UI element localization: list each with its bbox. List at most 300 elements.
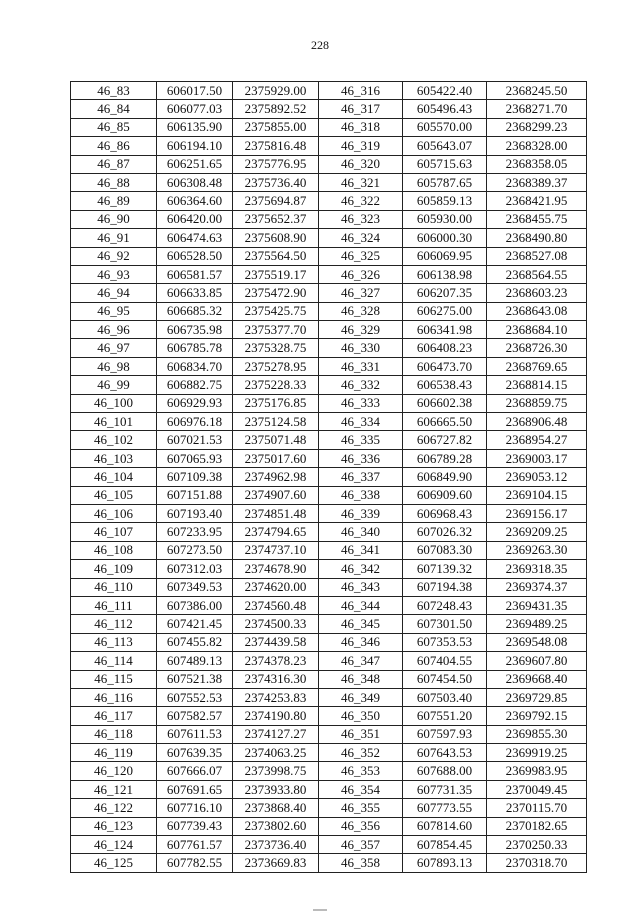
x-coordinate-left-cell: 607349.53 xyxy=(157,578,233,596)
y-coordinate-right-cell: 2368906.48 xyxy=(487,413,587,431)
y-coordinate-right-cell: 2368769.65 xyxy=(487,357,587,375)
x-coordinate-right-cell: 605496.43 xyxy=(403,100,487,118)
point-id-left-cell: 46_123 xyxy=(71,817,157,835)
y-coordinate-left-cell: 2375124.58 xyxy=(233,413,319,431)
point-id-left-cell: 46_84 xyxy=(71,100,157,118)
point-id-right-cell: 46_323 xyxy=(319,210,403,228)
point-id-left-cell: 46_92 xyxy=(71,247,157,265)
x-coordinate-left-cell: 607716.10 xyxy=(157,799,233,817)
y-coordinate-right-cell: 2368271.70 xyxy=(487,100,587,118)
point-id-left-cell: 46_105 xyxy=(71,486,157,504)
point-id-left-cell: 46_101 xyxy=(71,413,157,431)
x-coordinate-right-cell: 606849.90 xyxy=(403,468,487,486)
table-row xyxy=(71,652,587,670)
x-coordinate-right-cell: 607893.13 xyxy=(403,854,487,872)
y-coordinate-right-cell: 2368527.08 xyxy=(487,247,587,265)
x-coordinate-left-cell: 606474.63 xyxy=(157,229,233,247)
point-id-right-cell: 46_318 xyxy=(319,118,403,136)
y-coordinate-right-cell: 2370318.70 xyxy=(487,854,587,872)
point-id-left-cell: 46_113 xyxy=(71,633,157,651)
point-id-right-cell: 46_350 xyxy=(319,707,403,725)
x-coordinate-left-cell: 606308.48 xyxy=(157,173,233,191)
point-id-right-cell: 46_321 xyxy=(319,173,403,191)
x-coordinate-left-cell: 606735.98 xyxy=(157,321,233,339)
table-row xyxy=(71,302,587,320)
x-coordinate-left-cell: 606420.00 xyxy=(157,210,233,228)
x-coordinate-left-cell: 606976.18 xyxy=(157,413,233,431)
x-coordinate-left-cell: 606364.60 xyxy=(157,192,233,210)
y-coordinate-left-cell: 2374907.60 xyxy=(233,486,319,504)
x-coordinate-left-cell: 607109.38 xyxy=(157,468,233,486)
point-id-left-cell: 46_109 xyxy=(71,560,157,578)
y-coordinate-right-cell: 2368684.10 xyxy=(487,321,587,339)
x-coordinate-right-cell: 607731.35 xyxy=(403,780,487,798)
point-id-left-cell: 46_114 xyxy=(71,652,157,670)
table-row xyxy=(71,192,587,210)
x-coordinate-left-cell: 607312.03 xyxy=(157,560,233,578)
point-id-right-cell: 46_353 xyxy=(319,762,403,780)
y-coordinate-right-cell: 2369668.40 xyxy=(487,670,587,688)
table-row xyxy=(71,321,587,339)
point-id-right-cell: 46_337 xyxy=(319,468,403,486)
table-row xyxy=(71,265,587,283)
y-coordinate-right-cell: 2368564.55 xyxy=(487,265,587,283)
x-coordinate-right-cell: 606665.50 xyxy=(403,413,487,431)
table-row xyxy=(71,799,587,817)
table-row xyxy=(71,817,587,835)
point-id-right-cell: 46_345 xyxy=(319,615,403,633)
y-coordinate-right-cell: 2369607.80 xyxy=(487,652,587,670)
y-coordinate-left-cell: 2375425.75 xyxy=(233,302,319,320)
page-number: 228 xyxy=(311,38,329,52)
point-id-left-cell: 46_96 xyxy=(71,321,157,339)
y-coordinate-right-cell: 2369919.25 xyxy=(487,744,587,762)
point-id-left-cell: 46_88 xyxy=(71,173,157,191)
y-coordinate-right-cell: 2370049.45 xyxy=(487,780,587,798)
point-id-right-cell: 46_324 xyxy=(319,229,403,247)
x-coordinate-right-cell: 607503.40 xyxy=(403,688,487,706)
y-coordinate-right-cell: 2369983.95 xyxy=(487,762,587,780)
point-id-right-cell: 46_349 xyxy=(319,688,403,706)
x-coordinate-right-cell: 606789.28 xyxy=(403,449,487,467)
x-coordinate-right-cell: 607597.93 xyxy=(403,725,487,743)
y-coordinate-right-cell: 2368603.23 xyxy=(487,284,587,302)
y-coordinate-left-cell: 2375564.50 xyxy=(233,247,319,265)
table-row xyxy=(71,578,587,596)
table-row xyxy=(71,854,587,872)
point-id-left-cell: 46_121 xyxy=(71,780,157,798)
point-id-right-cell: 46_342 xyxy=(319,560,403,578)
y-coordinate-left-cell: 2375694.87 xyxy=(233,192,319,210)
x-coordinate-right-cell: 606000.30 xyxy=(403,229,487,247)
table-row xyxy=(71,247,587,265)
x-coordinate-left-cell: 606581.57 xyxy=(157,265,233,283)
x-coordinate-right-cell: 606275.00 xyxy=(403,302,487,320)
table-row xyxy=(71,670,587,688)
y-coordinate-right-cell: 2368245.50 xyxy=(487,82,587,100)
x-coordinate-left-cell: 607691.65 xyxy=(157,780,233,798)
table-row xyxy=(71,118,587,136)
x-coordinate-right-cell: 607301.50 xyxy=(403,615,487,633)
y-coordinate-left-cell: 2375519.17 xyxy=(233,265,319,283)
y-coordinate-left-cell: 2375228.33 xyxy=(233,376,319,394)
point-id-left-cell: 46_110 xyxy=(71,578,157,596)
x-coordinate-right-cell: 607551.20 xyxy=(403,707,487,725)
y-coordinate-right-cell: 2368421.95 xyxy=(487,192,587,210)
point-id-left-cell: 46_91 xyxy=(71,229,157,247)
y-coordinate-right-cell: 2369053.12 xyxy=(487,468,587,486)
x-coordinate-left-cell: 606785.78 xyxy=(157,339,233,357)
x-coordinate-right-cell: 606538.43 xyxy=(403,376,487,394)
y-coordinate-left-cell: 2374439.58 xyxy=(233,633,319,651)
y-coordinate-left-cell: 2375472.90 xyxy=(233,284,319,302)
y-coordinate-left-cell: 2375377.70 xyxy=(233,321,319,339)
x-coordinate-left-cell: 606017.50 xyxy=(157,82,233,100)
x-coordinate-right-cell: 606138.98 xyxy=(403,265,487,283)
table-row xyxy=(71,744,587,762)
point-id-right-cell: 46_347 xyxy=(319,652,403,670)
x-coordinate-left-cell: 606929.93 xyxy=(157,394,233,412)
x-coordinate-left-cell: 607782.55 xyxy=(157,854,233,872)
point-id-left-cell: 46_116 xyxy=(71,688,157,706)
x-coordinate-right-cell: 605715.63 xyxy=(403,155,487,173)
y-coordinate-right-cell: 2369104.15 xyxy=(487,486,587,504)
point-id-right-cell: 46_330 xyxy=(319,339,403,357)
y-coordinate-left-cell: 2375017.60 xyxy=(233,449,319,467)
y-coordinate-left-cell: 2373669.83 xyxy=(233,854,319,872)
y-coordinate-right-cell: 2368643.08 xyxy=(487,302,587,320)
point-id-left-cell: 46_119 xyxy=(71,744,157,762)
point-id-left-cell: 46_85 xyxy=(71,118,157,136)
x-coordinate-left-cell: 607489.13 xyxy=(157,652,233,670)
y-coordinate-left-cell: 2375278.95 xyxy=(233,357,319,375)
point-id-right-cell: 46_328 xyxy=(319,302,403,320)
y-coordinate-right-cell: 2368859.75 xyxy=(487,394,587,412)
point-id-left-cell: 46_97 xyxy=(71,339,157,357)
y-coordinate-left-cell: 2374063.25 xyxy=(233,744,319,762)
point-id-right-cell: 46_322 xyxy=(319,192,403,210)
x-coordinate-left-cell: 607065.93 xyxy=(157,449,233,467)
x-coordinate-right-cell: 607404.55 xyxy=(403,652,487,670)
point-id-left-cell: 46_83 xyxy=(71,82,157,100)
point-id-left-cell: 46_86 xyxy=(71,137,157,155)
point-id-left-cell: 46_117 xyxy=(71,707,157,725)
y-coordinate-left-cell: 2374737.10 xyxy=(233,541,319,559)
point-id-right-cell: 46_317 xyxy=(319,100,403,118)
y-coordinate-left-cell: 2373802.60 xyxy=(233,817,319,835)
y-coordinate-left-cell: 2375816.48 xyxy=(233,137,319,155)
table-row xyxy=(71,173,587,191)
y-coordinate-left-cell: 2374378.23 xyxy=(233,652,319,670)
point-id-right-cell: 46_336 xyxy=(319,449,403,467)
table-row xyxy=(71,725,587,743)
y-coordinate-left-cell: 2374316.30 xyxy=(233,670,319,688)
table-row xyxy=(71,523,587,541)
x-coordinate-right-cell: 605787.65 xyxy=(403,173,487,191)
y-coordinate-left-cell: 2374560.48 xyxy=(233,596,319,614)
x-coordinate-left-cell: 607611.53 xyxy=(157,725,233,743)
point-id-right-cell: 46_335 xyxy=(319,431,403,449)
x-coordinate-left-cell: 607552.53 xyxy=(157,688,233,706)
x-coordinate-right-cell: 607248.43 xyxy=(403,596,487,614)
y-coordinate-right-cell: 2369374.37 xyxy=(487,578,587,596)
point-id-left-cell: 46_108 xyxy=(71,541,157,559)
x-coordinate-right-cell: 607773.55 xyxy=(403,799,487,817)
point-id-left-cell: 46_120 xyxy=(71,762,157,780)
table-row xyxy=(71,339,587,357)
y-coordinate-left-cell: 2375176.85 xyxy=(233,394,319,412)
x-coordinate-left-cell: 607386.00 xyxy=(157,596,233,614)
point-id-left-cell: 46_111 xyxy=(71,596,157,614)
x-coordinate-right-cell: 605930.00 xyxy=(403,210,487,228)
table-row xyxy=(71,541,587,559)
y-coordinate-right-cell: 2370182.65 xyxy=(487,817,587,835)
x-coordinate-right-cell: 606727.82 xyxy=(403,431,487,449)
x-coordinate-right-cell: 605422.40 xyxy=(403,82,487,100)
y-coordinate-right-cell: 2369548.08 xyxy=(487,633,587,651)
point-id-right-cell: 46_326 xyxy=(319,265,403,283)
table-row xyxy=(71,413,587,431)
point-id-left-cell: 46_122 xyxy=(71,799,157,817)
point-id-left-cell: 46_94 xyxy=(71,284,157,302)
y-coordinate-right-cell: 2369209.25 xyxy=(487,523,587,541)
y-coordinate-right-cell: 2368726.30 xyxy=(487,339,587,357)
y-coordinate-left-cell: 2373933.80 xyxy=(233,780,319,798)
y-coordinate-left-cell: 2375855.00 xyxy=(233,118,319,136)
y-coordinate-left-cell: 2375328.75 xyxy=(233,339,319,357)
x-coordinate-left-cell: 607233.95 xyxy=(157,523,233,541)
y-coordinate-right-cell: 2369729.85 xyxy=(487,688,587,706)
x-coordinate-right-cell: 607854.45 xyxy=(403,836,487,854)
y-coordinate-right-cell: 2369792.15 xyxy=(487,707,587,725)
x-coordinate-right-cell: 606408.23 xyxy=(403,339,487,357)
x-coordinate-right-cell: 607643.53 xyxy=(403,744,487,762)
y-coordinate-right-cell: 2368299.23 xyxy=(487,118,587,136)
y-coordinate-left-cell: 2373736.40 xyxy=(233,836,319,854)
x-coordinate-right-cell: 605643.07 xyxy=(403,137,487,155)
table-row xyxy=(71,82,587,100)
y-coordinate-left-cell: 2373998.75 xyxy=(233,762,319,780)
x-coordinate-left-cell: 606685.32 xyxy=(157,302,233,320)
table-row xyxy=(71,394,587,412)
x-coordinate-left-cell: 606077.03 xyxy=(157,100,233,118)
point-id-right-cell: 46_344 xyxy=(319,596,403,614)
x-coordinate-left-cell: 606882.75 xyxy=(157,376,233,394)
coordinates-table-body xyxy=(71,82,587,873)
point-id-right-cell: 46_346 xyxy=(319,633,403,651)
point-id-left-cell: 46_118 xyxy=(71,725,157,743)
y-coordinate-right-cell: 2369318.35 xyxy=(487,560,587,578)
x-coordinate-right-cell: 606968.43 xyxy=(403,504,487,522)
point-id-left-cell: 46_107 xyxy=(71,523,157,541)
x-coordinate-left-cell: 606633.85 xyxy=(157,284,233,302)
table-row xyxy=(71,707,587,725)
y-coordinate-right-cell: 2368954.27 xyxy=(487,431,587,449)
point-id-left-cell: 46_125 xyxy=(71,854,157,872)
y-coordinate-left-cell: 2375652.37 xyxy=(233,210,319,228)
point-id-right-cell: 46_341 xyxy=(319,541,403,559)
x-coordinate-left-cell: 607739.43 xyxy=(157,817,233,835)
table-row xyxy=(71,633,587,651)
point-id-right-cell: 46_327 xyxy=(319,284,403,302)
x-coordinate-left-cell: 607193.40 xyxy=(157,504,233,522)
y-coordinate-left-cell: 2374794.65 xyxy=(233,523,319,541)
table-row xyxy=(71,486,587,504)
table-row xyxy=(71,155,587,173)
table-row xyxy=(71,836,587,854)
point-id-right-cell: 46_316 xyxy=(319,82,403,100)
x-coordinate-right-cell: 607454.50 xyxy=(403,670,487,688)
y-coordinate-left-cell: 2374620.00 xyxy=(233,578,319,596)
table-row xyxy=(71,596,587,614)
y-coordinate-left-cell: 2375071.48 xyxy=(233,431,319,449)
x-coordinate-left-cell: 607421.45 xyxy=(157,615,233,633)
x-coordinate-right-cell: 607353.53 xyxy=(403,633,487,651)
point-id-left-cell: 46_112 xyxy=(71,615,157,633)
x-coordinate-right-cell: 606341.98 xyxy=(403,321,487,339)
table-row xyxy=(71,284,587,302)
point-id-left-cell: 46_90 xyxy=(71,210,157,228)
x-coordinate-left-cell: 606528.50 xyxy=(157,247,233,265)
point-id-right-cell: 46_351 xyxy=(319,725,403,743)
table-row xyxy=(71,431,587,449)
point-id-left-cell: 46_102 xyxy=(71,431,157,449)
y-coordinate-right-cell: 2370115.70 xyxy=(487,799,587,817)
point-id-left-cell: 46_106 xyxy=(71,504,157,522)
table-row xyxy=(71,229,587,247)
x-coordinate-right-cell: 606207.35 xyxy=(403,284,487,302)
table-row xyxy=(71,615,587,633)
x-coordinate-left-cell: 607521.38 xyxy=(157,670,233,688)
x-coordinate-right-cell: 607083.30 xyxy=(403,541,487,559)
scan-mark xyxy=(313,909,327,911)
x-coordinate-left-cell: 607455.82 xyxy=(157,633,233,651)
y-coordinate-right-cell: 2369156.17 xyxy=(487,504,587,522)
point-id-left-cell: 46_115 xyxy=(71,670,157,688)
point-id-right-cell: 46_355 xyxy=(319,799,403,817)
y-coordinate-left-cell: 2374127.27 xyxy=(233,725,319,743)
point-id-right-cell: 46_357 xyxy=(319,836,403,854)
table-row xyxy=(71,688,587,706)
x-coordinate-left-cell: 607021.53 xyxy=(157,431,233,449)
point-id-left-cell: 46_93 xyxy=(71,265,157,283)
table-row xyxy=(71,762,587,780)
y-coordinate-right-cell: 2369263.30 xyxy=(487,541,587,559)
y-coordinate-right-cell: 2368455.75 xyxy=(487,210,587,228)
point-id-right-cell: 46_352 xyxy=(319,744,403,762)
y-coordinate-left-cell: 2373868.40 xyxy=(233,799,319,817)
table-row xyxy=(71,357,587,375)
point-id-left-cell: 46_95 xyxy=(71,302,157,320)
y-coordinate-left-cell: 2374253.83 xyxy=(233,688,319,706)
coordinates-table xyxy=(70,81,587,873)
point-id-right-cell: 46_348 xyxy=(319,670,403,688)
x-coordinate-right-cell: 606602.38 xyxy=(403,394,487,412)
y-coordinate-right-cell: 2370250.33 xyxy=(487,836,587,854)
x-coordinate-right-cell: 607194.38 xyxy=(403,578,487,596)
y-coordinate-right-cell: 2368389.37 xyxy=(487,173,587,191)
y-coordinate-right-cell: 2368358.05 xyxy=(487,155,587,173)
x-coordinate-left-cell: 607273.50 xyxy=(157,541,233,559)
point-id-right-cell: 46_319 xyxy=(319,137,403,155)
table-row xyxy=(71,468,587,486)
y-coordinate-left-cell: 2374500.33 xyxy=(233,615,319,633)
x-coordinate-left-cell: 606834.70 xyxy=(157,357,233,375)
point-id-left-cell: 46_100 xyxy=(71,394,157,412)
y-coordinate-left-cell: 2375892.52 xyxy=(233,100,319,118)
x-coordinate-right-cell: 607814.60 xyxy=(403,817,487,835)
y-coordinate-right-cell: 2368814.15 xyxy=(487,376,587,394)
y-coordinate-right-cell: 2369431.35 xyxy=(487,596,587,614)
x-coordinate-left-cell: 607761.57 xyxy=(157,836,233,854)
point-id-left-cell: 46_124 xyxy=(71,836,157,854)
x-coordinate-right-cell: 606069.95 xyxy=(403,247,487,265)
y-coordinate-left-cell: 2374678.90 xyxy=(233,560,319,578)
point-id-left-cell: 46_98 xyxy=(71,357,157,375)
x-coordinate-left-cell: 607666.07 xyxy=(157,762,233,780)
y-coordinate-right-cell: 2369489.25 xyxy=(487,615,587,633)
point-id-left-cell: 46_99 xyxy=(71,376,157,394)
y-coordinate-left-cell: 2374851.48 xyxy=(233,504,319,522)
point-id-left-cell: 46_104 xyxy=(71,468,157,486)
x-coordinate-right-cell: 607688.00 xyxy=(403,762,487,780)
x-coordinate-right-cell: 605570.00 xyxy=(403,118,487,136)
point-id-right-cell: 46_329 xyxy=(319,321,403,339)
y-coordinate-right-cell: 2369003.17 xyxy=(487,449,587,467)
x-coordinate-right-cell: 607139.32 xyxy=(403,560,487,578)
point-id-right-cell: 46_334 xyxy=(319,413,403,431)
point-id-right-cell: 46_356 xyxy=(319,817,403,835)
table-row xyxy=(71,100,587,118)
y-coordinate-right-cell: 2368490.80 xyxy=(487,229,587,247)
point-id-right-cell: 46_332 xyxy=(319,376,403,394)
point-id-right-cell: 46_354 xyxy=(319,780,403,798)
table-row xyxy=(71,560,587,578)
x-coordinate-left-cell: 607582.57 xyxy=(157,707,233,725)
x-coordinate-left-cell: 606135.90 xyxy=(157,118,233,136)
y-coordinate-left-cell: 2375608.90 xyxy=(233,229,319,247)
table-row xyxy=(71,210,587,228)
table-row xyxy=(71,449,587,467)
y-coordinate-right-cell: 2369855.30 xyxy=(487,725,587,743)
table-row xyxy=(71,504,587,522)
x-coordinate-right-cell: 605859.13 xyxy=(403,192,487,210)
point-id-left-cell: 46_87 xyxy=(71,155,157,173)
point-id-right-cell: 46_343 xyxy=(319,578,403,596)
point-id-right-cell: 46_340 xyxy=(319,523,403,541)
point-id-right-cell: 46_339 xyxy=(319,504,403,522)
x-coordinate-left-cell: 606251.65 xyxy=(157,155,233,173)
y-coordinate-left-cell: 2374962.98 xyxy=(233,468,319,486)
table-row xyxy=(71,137,587,155)
x-coordinate-left-cell: 607639.35 xyxy=(157,744,233,762)
x-coordinate-left-cell: 606194.10 xyxy=(157,137,233,155)
x-coordinate-right-cell: 607026.32 xyxy=(403,523,487,541)
table-row xyxy=(71,780,587,798)
y-coordinate-right-cell: 2368328.00 xyxy=(487,137,587,155)
point-id-right-cell: 46_325 xyxy=(319,247,403,265)
point-id-right-cell: 46_320 xyxy=(319,155,403,173)
point-id-right-cell: 46_331 xyxy=(319,357,403,375)
table-row xyxy=(71,376,587,394)
point-id-right-cell: 46_333 xyxy=(319,394,403,412)
x-coordinate-right-cell: 606473.70 xyxy=(403,357,487,375)
point-id-left-cell: 46_89 xyxy=(71,192,157,210)
y-coordinate-left-cell: 2375929.00 xyxy=(233,82,319,100)
y-coordinate-left-cell: 2374190.80 xyxy=(233,707,319,725)
x-coordinate-right-cell: 606909.60 xyxy=(403,486,487,504)
x-coordinate-left-cell: 607151.88 xyxy=(157,486,233,504)
